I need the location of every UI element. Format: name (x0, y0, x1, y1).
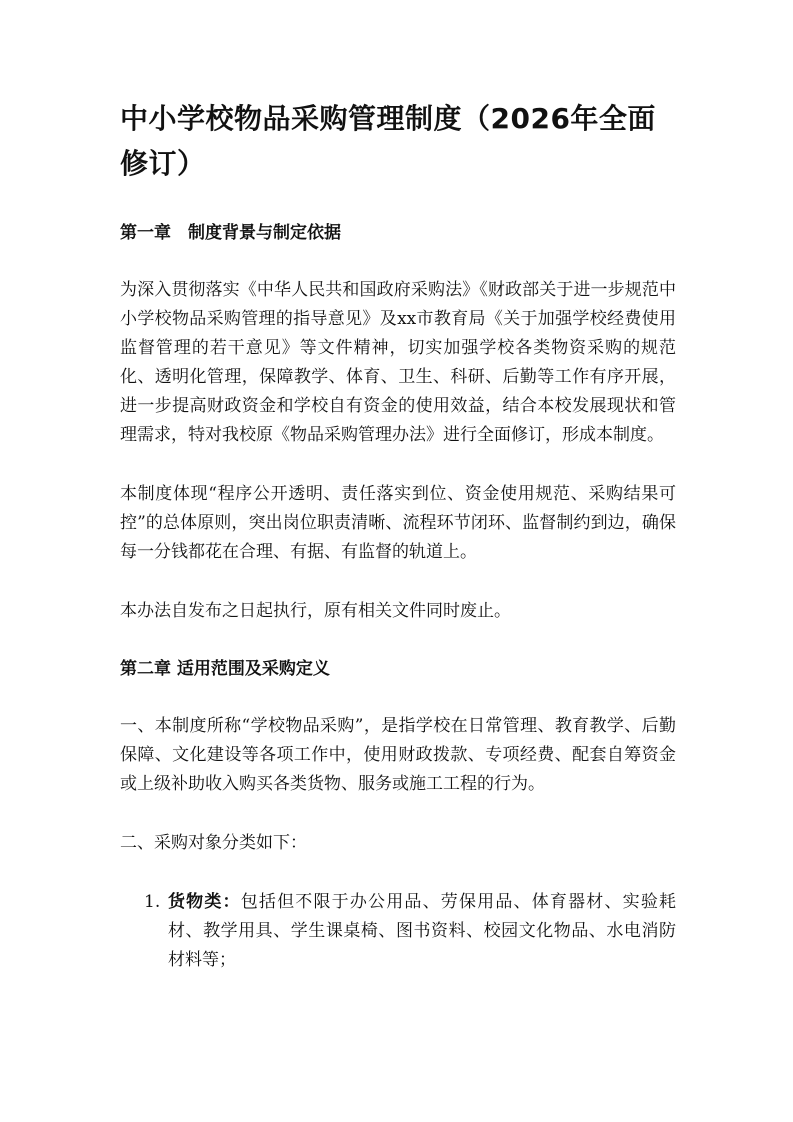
list-item (120, 888, 676, 975)
chapter-2-paragraph-1: 一、本制度所称“学校物品采购”，是指学校在日常管理、教育教学、后勤保障、文化建设等各项工作中，使用财政拨款、专项经费、配套自筹资金或上级补助收入购买各类货物、服务或施工工程的行为。 (120, 716, 676, 794)
chapter-2-paragraph-2: 二、采购对象分类如下： (120, 833, 307, 853)
chapter-1-paragraph-3: 本办法自发布之日起执行，原有相关文件同时废止。 (120, 601, 511, 621)
chapter-2-heading: 第二章 适用范围及采购定义 (120, 659, 330, 679)
chapter-1-heading: 第一章 制度背景与制定依据 (120, 223, 341, 243)
list-item-number: 1. (144, 892, 161, 912)
list-item-text: 包括但不限于办公用品、劳保用品、体育器材、实验耗材、教学用具、学生课桌椅、图书资料、校园文化物品、水电消防材料等； (168, 892, 677, 970)
list-item-term: 货物类： (168, 892, 241, 912)
chapter-1-paragraph-1: 为深入贯彻落实《中华人民共和国政府采购法》《财政部关于进一步规范中小学校物品采购管理的指导意见》及xx市教育局《关于加强学校经费使用监督管理的若干意见》等文件精神，切实加强学校各类物资采购的规范化、透明化管理，保障教学、体育、卫生、科研、后勤等工作有序开展，进一步提高财政资金和学校自有资金的使用效益，结合本校发展现状和管理需求，特对我校原《物品采购管理办法》进行全面修订，形成本制度。 (120, 280, 676, 445)
chapter-1-paragraph-2: 本制度体现“程序公开透明、责任落实到位、资金使用规范、采购结果可控”的总体原则，突出岗位职责清晰、流程环节闭环、监督制约到边，确保每一分钱都花在合理、有据、有监督的轨道上。 (120, 484, 676, 562)
document-page (120, 96, 676, 975)
procurement-category-list (120, 888, 676, 975)
document-title: 中小学校物品采购管理制度（2026年全面修订） (120, 102, 656, 180)
